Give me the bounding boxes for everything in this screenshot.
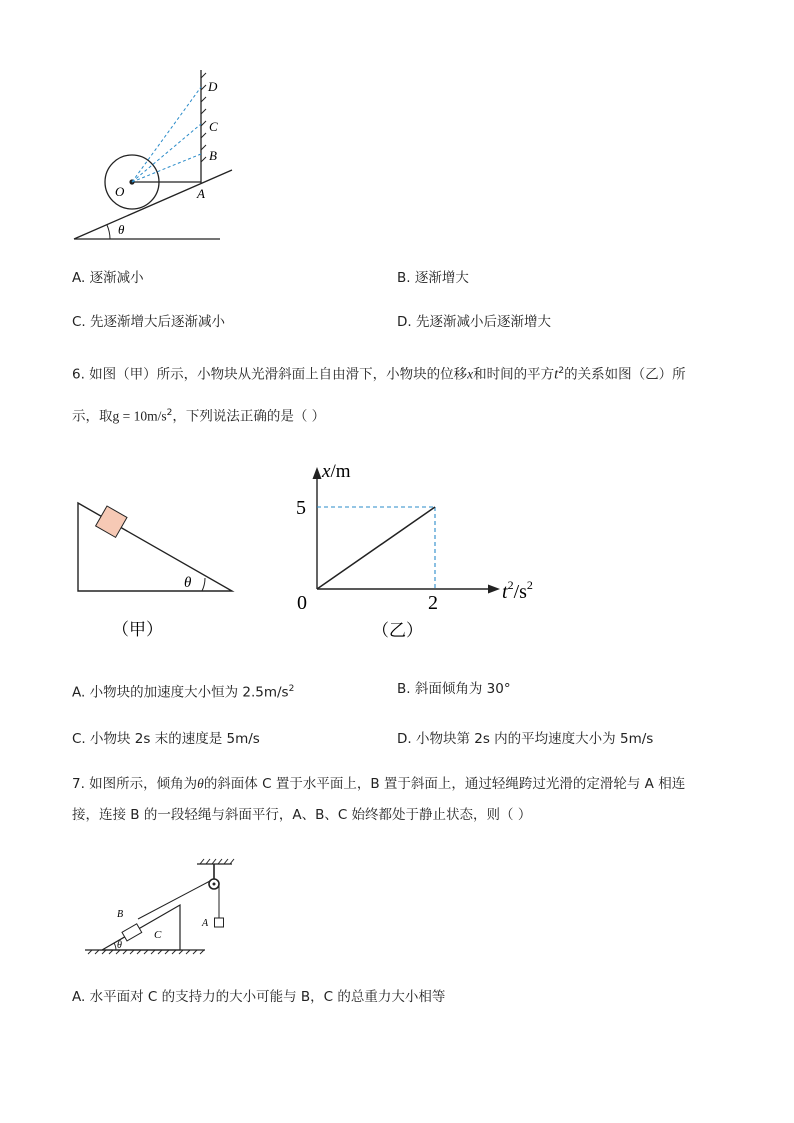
x-label-unit: /s: [513, 581, 527, 603]
q6-var-t: t: [554, 366, 559, 383]
q5-option-a: A. 逐渐减小: [72, 270, 144, 286]
x-axis-label: [502, 578, 533, 603]
q6-stem-2b: ，下列说法正确的是（ ）: [172, 408, 326, 425]
theta-arc: [107, 225, 110, 239]
y-tick-5: 5: [296, 497, 306, 519]
label-a: A: [197, 186, 205, 201]
pulley-axle: [213, 883, 216, 886]
q6-sup-2: 2: [558, 366, 565, 376]
label-b-q7: B: [117, 909, 124, 920]
label-c: C: [209, 119, 218, 134]
data-line: [317, 507, 435, 589]
q6-option-a-text: A. 小物块的加速度大小恒为 2.5m/s: [72, 684, 289, 701]
block-a: [215, 918, 224, 927]
q5-figure: [60, 60, 260, 250]
block-b: [122, 924, 142, 941]
q6-option-a-sup: 2: [288, 684, 295, 694]
x-tick-2: 2: [428, 592, 438, 614]
q5-option-c: C. 先逐渐增大后逐渐减小: [72, 314, 226, 330]
theta-label-q7: θ: [117, 940, 122, 951]
q7-option-a: A. 水平面对 C 的支持力的大小可能与 B，C 的总重力大小相等: [72, 989, 446, 1005]
q5-option-b: B. 逐渐增大: [397, 270, 469, 286]
label-d: D: [208, 79, 218, 94]
x-label-var: t: [502, 581, 508, 603]
caption-jia: （甲）: [112, 620, 163, 640]
theta-label: θ: [118, 222, 125, 237]
theta-label-jia: θ: [184, 575, 192, 591]
wall-hatching: [201, 73, 206, 162]
caption-yi: （乙）: [372, 621, 423, 641]
y-axis-arrow: [313, 467, 322, 479]
y-label-unit: /m: [330, 461, 351, 482]
q6-g-sup: 2: [166, 408, 173, 418]
rope-to-b: [138, 881, 210, 919]
label-c-q7: C: [154, 929, 162, 941]
q6-g-value: g = 10m/s: [112, 408, 167, 424]
ceiling-hatching: [200, 859, 234, 864]
sliding-block: [96, 506, 127, 537]
label-o: O: [115, 184, 125, 199]
q7-figure: [80, 850, 250, 962]
q7-stem-line1: [72, 775, 685, 793]
theta-arc-jia: [202, 578, 205, 591]
q5-option-d: D. 先逐渐减小后逐渐增大: [397, 314, 551, 330]
q6-stem-line2: [72, 404, 325, 426]
q6-var-x: x: [467, 366, 474, 382]
q7-theta: θ: [197, 776, 204, 791]
theta-arc-q7: [114, 943, 116, 950]
label-b: B: [209, 148, 217, 163]
q6-stem-1a: 6. 如图（甲）所示，小物块从光滑斜面上自由滑下，小物块的位移: [72, 366, 468, 383]
q6-stem-1c: 的关系如图（乙）所: [564, 366, 686, 383]
incline-line: [74, 170, 232, 239]
q7-stem-line2: 接，连接 B 的一段轻绳与斜面平行，A、B、C 始终都处于静止状态，则（ ）: [72, 807, 532, 823]
q6-option-b: B. 斜面倾角为 30°: [397, 681, 511, 697]
dashed-ropes: [132, 87, 201, 182]
q6-figure-yi: [280, 455, 570, 650]
x-label-unit-exp: 2: [526, 578, 533, 592]
q6-option-a: [72, 680, 294, 702]
q7-stem-1a: 7. 如图所示，倾角为: [72, 776, 198, 792]
q6-stem-1b: 和时间的平方: [473, 366, 555, 383]
origin-label: 0: [297, 592, 307, 614]
q6-stem-2a: 示，取: [72, 408, 113, 425]
y-label-var: x: [322, 461, 331, 482]
q6-option-d: D. 小物块第 2s 内的平均速度大小为 5m/s: [397, 731, 654, 747]
x-axis-arrow: [488, 585, 500, 594]
q6-figure-jia: [70, 495, 240, 645]
q7-stem-1b: 的斜面体 C 置于水平面上，B 置于斜面上，通过轻绳跨过光滑的定滑轮与 A 相连: [203, 776, 686, 792]
label-a-q7: A: [202, 918, 209, 929]
y-axis-label: [321, 461, 351, 482]
q6-stem-line1: [72, 362, 686, 384]
x-label-exp: 2: [507, 578, 514, 592]
q6-option-c: C. 小物块 2s 末的速度是 5m/s: [72, 731, 260, 747]
